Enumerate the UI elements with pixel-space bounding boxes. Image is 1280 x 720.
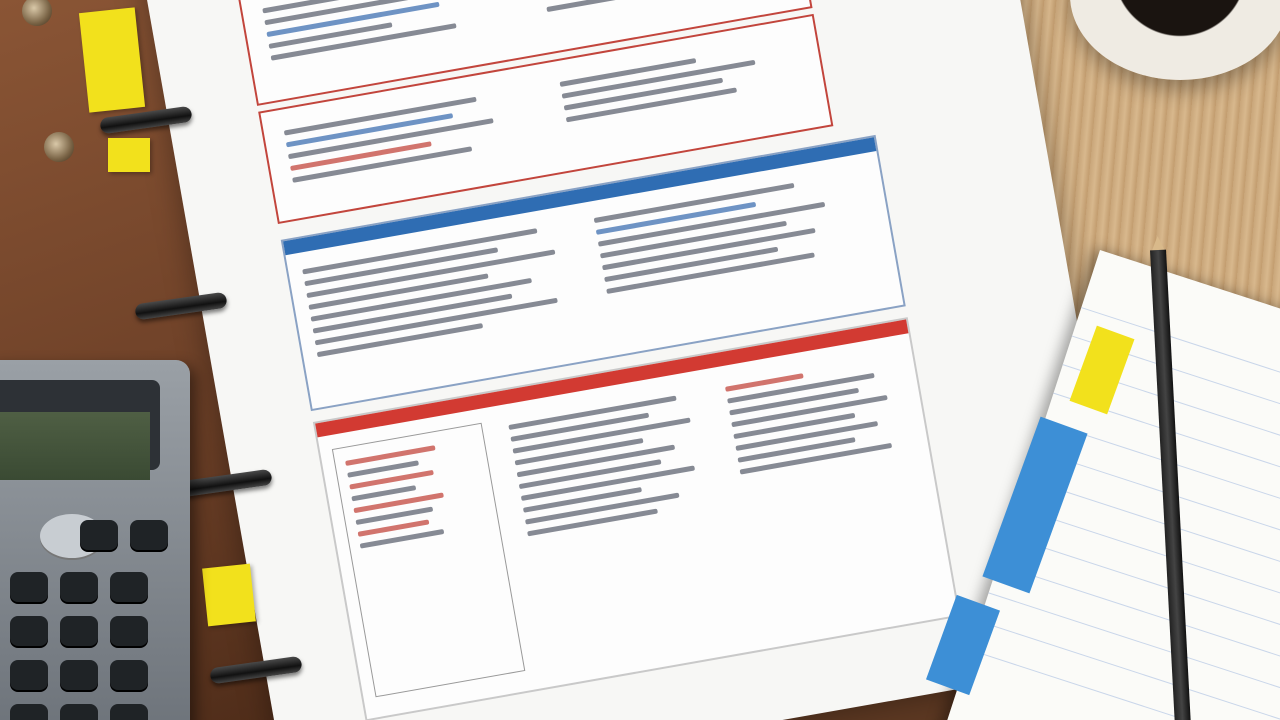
calculator-key: [110, 660, 148, 690]
sticky-tab-yellow: [202, 564, 256, 627]
calculator-key: [130, 520, 168, 550]
calculator-key: [110, 616, 148, 646]
sticky-tab-yellow: [79, 7, 145, 112]
sticky-tab-yellow: [108, 138, 150, 172]
calculator-key: [60, 572, 98, 602]
text-lines: [261, 0, 519, 68]
calculator-display: [0, 412, 150, 480]
calculator-key: [10, 572, 48, 602]
calculator-key: [10, 616, 48, 646]
text-lines: [283, 79, 551, 190]
calculator-key: [60, 660, 98, 690]
calculator-key: [10, 660, 48, 690]
calculator-key: [80, 520, 118, 550]
text-lines: [558, 35, 794, 129]
text-lines: [724, 350, 914, 482]
text-lines: [507, 383, 726, 543]
calculator-key: [10, 704, 48, 720]
calculator-key: [110, 572, 148, 602]
calculator: [0, 360, 190, 720]
calculator-key: [60, 616, 98, 646]
calculator-key: [110, 704, 148, 720]
binder-rivet: [44, 132, 74, 162]
text-lines: [537, 0, 775, 19]
calculator-key: [60, 704, 98, 720]
inner-table-box: [332, 423, 525, 698]
